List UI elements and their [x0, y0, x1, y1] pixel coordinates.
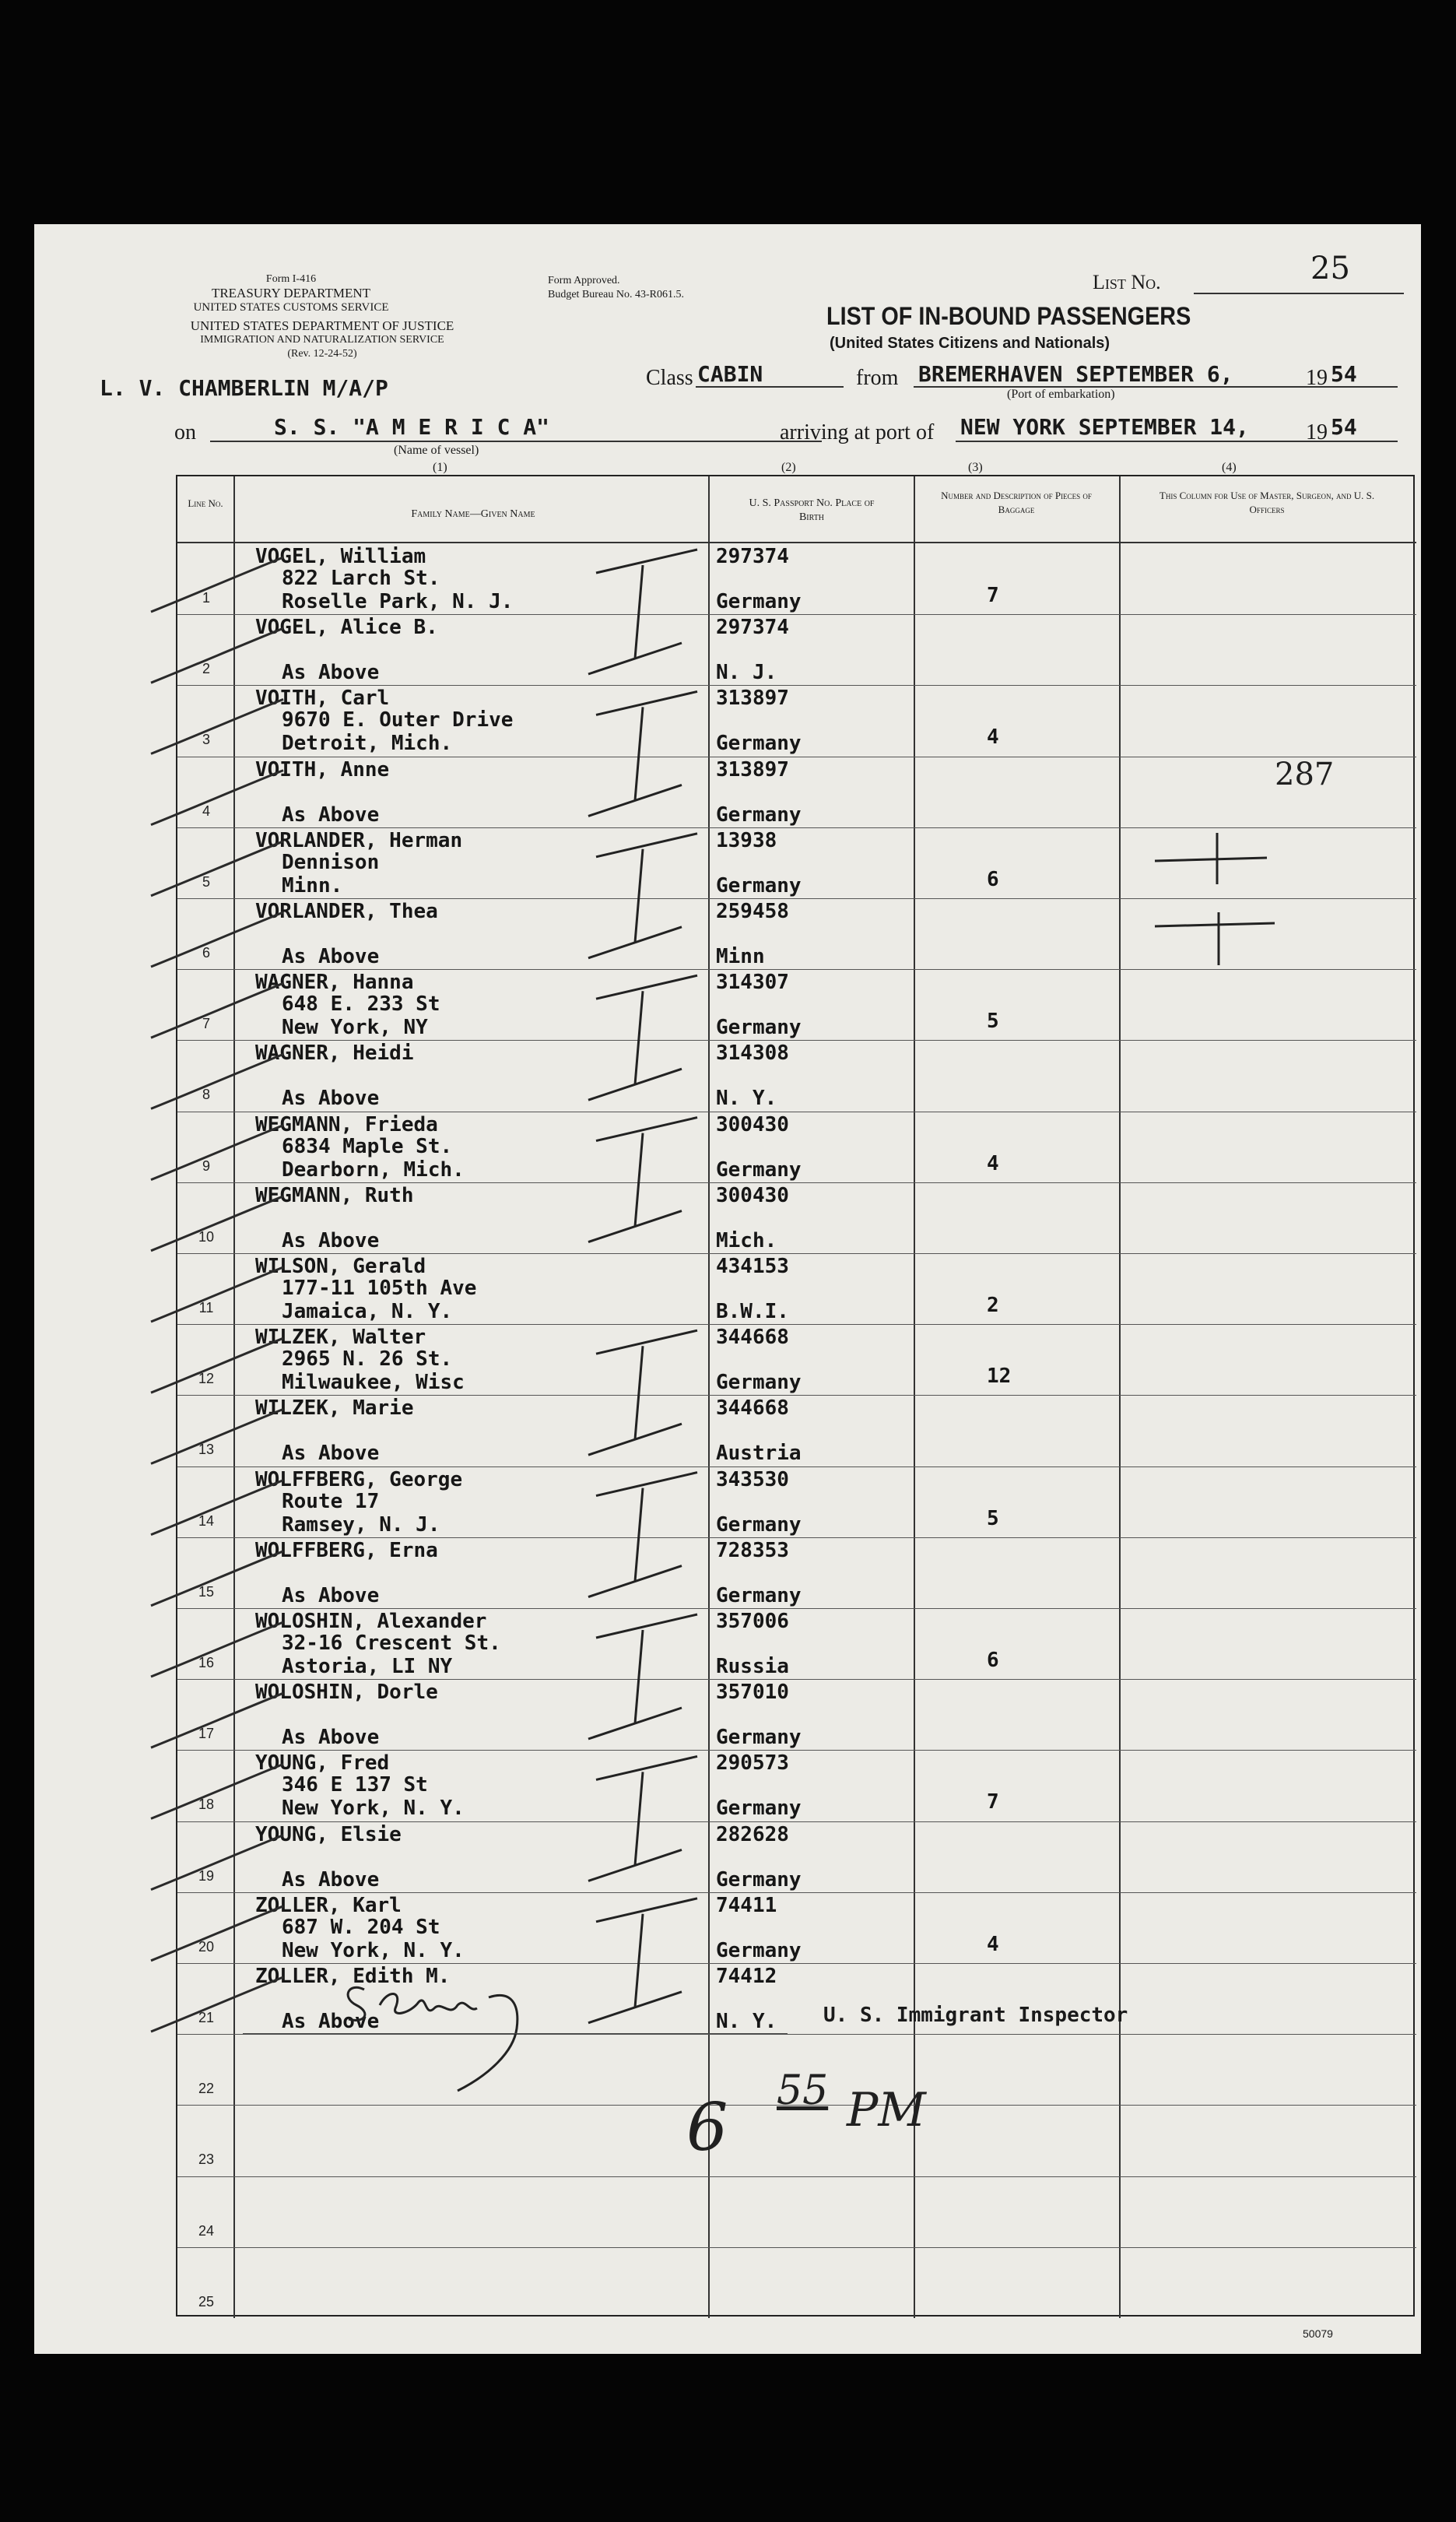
- line-number: 23: [198, 2151, 215, 2168]
- line-number: 9: [202, 1157, 210, 1174]
- place-of-birth: Germany: [716, 1583, 802, 1607]
- approval-mark: [588, 550, 697, 674]
- place-of-birth: Germany: [716, 1512, 802, 1537]
- passenger-address-line2: As Above: [282, 1867, 380, 1891]
- passenger-name: WILZEK, Marie: [255, 1396, 414, 1421]
- passenger-address-line2: As Above: [282, 1087, 380, 1111]
- passport-number: 314308: [716, 1041, 789, 1066]
- arriving-year-prefix: 19: [1306, 420, 1328, 444]
- inspector-label: U. S. Immigrant Inspector: [823, 2004, 1128, 2027]
- baggage-count: 2: [987, 1294, 999, 1317]
- line-number: 10: [198, 1228, 215, 1245]
- passenger-address-line2: As Above: [282, 803, 380, 827]
- passport-number: 282628: [716, 1822, 789, 1846]
- baggage-count: 4: [987, 725, 999, 750]
- line-number: 11: [198, 1300, 214, 1315]
- line-number: 24: [198, 2222, 215, 2239]
- page-subtitle: (United States Citizens and Nationals): [830, 335, 1110, 352]
- tick-mark: [151, 1977, 283, 2032]
- place-of-birth: Russia: [716, 1655, 789, 1678]
- passenger-name: WEGMANN, Ruth: [255, 1183, 414, 1207]
- passenger-name: YOUNG, Fred: [255, 1751, 390, 1776]
- tick-mark: [151, 1196, 283, 1251]
- tick-mark: [151, 699, 283, 753]
- passenger-address-line1: 6834 Maple St.: [282, 1134, 453, 1158]
- line-number: 6: [202, 945, 210, 961]
- passenger-address-line2: Milwaukee, Wisc: [282, 1371, 465, 1395]
- place-of-birth: Germany: [716, 1797, 802, 1821]
- passenger-name: VORLANDER, Herman: [255, 828, 463, 852]
- passenger-name: VOGEL, Alice B.: [255, 616, 438, 640]
- line-number: 22: [198, 2081, 215, 2097]
- tick-mark: [151, 1764, 283, 1818]
- tick-mark: [151, 841, 283, 896]
- header-officers: This Column for Use of Master, Surgeon, and U. S. Officers: [1159, 490, 1375, 515]
- passenger-address-line1: 648 E. 233 St: [282, 992, 440, 1017]
- tick-mark: [151, 1054, 283, 1108]
- line-number: 8: [202, 1087, 210, 1103]
- approval-mark: [588, 1614, 697, 1739]
- header-line-no: Line No.: [188, 497, 223, 509]
- arriving-year: 54: [1331, 414, 1357, 440]
- place-of-birth: Germany: [716, 803, 802, 827]
- line-number: 3: [202, 732, 210, 748]
- passenger-name: WOLOSHIN, Dorle: [255, 1681, 438, 1705]
- tick-mark: [151, 1481, 283, 1535]
- passenger-name: WEGMANN, Frieda: [255, 1112, 438, 1136]
- baggage-count: 5: [987, 1506, 999, 1530]
- approval-mark: [588, 1118, 697, 1242]
- passport-number: 74412: [716, 1965, 777, 1988]
- col-num-1: (1): [433, 461, 447, 474]
- passport-number: 357010: [716, 1681, 789, 1705]
- place-of-birth: Germany: [716, 590, 802, 613]
- col-num-4: (4): [1222, 461, 1237, 474]
- class-value: CABIN: [697, 361, 763, 387]
- header-passport: U. S. Passport No. Place of Birth: [749, 497, 875, 523]
- vessel-caption: (Name of vessel): [394, 444, 479, 457]
- port-of-arrival: NEW YORK SEPTEMBER 14,: [960, 414, 1249, 440]
- approval-mark: [588, 834, 697, 958]
- passenger-address-line2: Minn.: [282, 873, 343, 897]
- col-num-3: (3): [968, 461, 983, 474]
- passenger-name: VOGEL, William: [255, 545, 426, 568]
- approval-mark: [588, 1473, 697, 1597]
- approval-mark: [588, 1756, 697, 1881]
- passenger-address-line2: As Above: [282, 1228, 380, 1252]
- passenger-name: VOITH, Anne: [255, 757, 390, 782]
- manifest-page: [34, 224, 1421, 2354]
- tick-mark: [151, 1409, 283, 1463]
- passenger-name: VORLANDER, Thea: [255, 900, 438, 923]
- time-minutes: 55: [777, 2067, 829, 2114]
- tick-mark: [151, 1338, 283, 1393]
- passenger-address-line2: New York, N. Y.: [282, 1938, 465, 1962]
- passenger-address-line2: As Above: [282, 1583, 380, 1607]
- passport-number: 300430: [716, 1112, 789, 1136]
- line-number: 1: [202, 590, 210, 606]
- time-suffix: PM: [847, 2083, 926, 2137]
- passenger-name: WILSON, Gerald: [255, 1255, 426, 1278]
- tick-mark: [151, 1551, 283, 1606]
- approval-mark: [588, 1899, 697, 2023]
- passport-number: 313897: [716, 687, 789, 711]
- passenger-address-line1: Dennison: [282, 850, 380, 874]
- passport-number: 290573: [716, 1751, 789, 1776]
- from-year: 54: [1331, 361, 1357, 387]
- place-of-birth: Minn: [716, 945, 765, 968]
- passenger-address-line2: Jamaica, N. Y.: [282, 1300, 453, 1323]
- tick-mark: [151, 912, 283, 967]
- passenger-address-line2: Ramsey, N. J.: [282, 1512, 440, 1537]
- passenger-address-line2: New York, NY: [282, 1016, 428, 1040]
- col-num-2: (2): [781, 461, 796, 474]
- class-label: Class: [646, 366, 693, 390]
- time-hour: 6: [686, 2089, 728, 2165]
- justice-dept: UNITED STATES DEPARTMENT OF JUSTICE: [190, 318, 454, 333]
- footer-code: 50079: [1303, 2327, 1333, 2340]
- passenger-address-line1: 687 W. 204 St: [282, 1915, 440, 1939]
- passenger-address-line1: 822 Larch St.: [282, 567, 440, 590]
- line-number: 17: [198, 1726, 215, 1742]
- tick-mark: [151, 557, 283, 612]
- tick-mark: [151, 1622, 283, 1677]
- place-of-birth: N. Y.: [716, 2010, 777, 2033]
- form-number: Form I-416: [265, 273, 317, 285]
- tick-mark: [151, 1835, 283, 1890]
- passenger-address-line2: As Above: [282, 661, 380, 685]
- budget-bureau: Budget Bureau No. 43-R061.5.: [548, 289, 684, 300]
- passport-number: 297374: [716, 545, 789, 568]
- passenger-address-line2: As Above: [282, 2010, 380, 2033]
- tick-mark: [151, 1267, 283, 1322]
- tick-mark: [151, 983, 283, 1038]
- passenger-name: WAGNER, Heidi: [255, 1041, 414, 1066]
- line-number: 2: [202, 661, 210, 677]
- baggage-count: 7: [987, 1790, 999, 1814]
- baggage-count: 7: [987, 584, 999, 607]
- line-number: 13: [198, 1442, 215, 1458]
- baggage-count: 6: [987, 867, 999, 891]
- passenger-address-line1: 346 E 137 St: [282, 1773, 428, 1797]
- place-of-birth: N. J.: [716, 661, 777, 685]
- baggage-count: 4: [987, 1151, 999, 1175]
- passport-number: 343530: [716, 1467, 789, 1491]
- passport-number: 313897: [716, 757, 789, 782]
- baggage-count: 4: [987, 1932, 999, 1956]
- line-number: 25: [198, 2293, 215, 2309]
- passenger-address-line2: New York, N. Y.: [282, 1797, 465, 1821]
- passport-number: 357006: [716, 1610, 789, 1633]
- passenger-address-line2: As Above: [282, 945, 380, 968]
- passenger-address-line2: Astoria, LI NY: [282, 1655, 453, 1678]
- tick-mark: [151, 1693, 283, 1747]
- passport-number: 344668: [716, 1326, 789, 1350]
- baggage-count: 5: [987, 1010, 999, 1034]
- passport-number: 74411: [716, 1893, 777, 1917]
- line-number: 20: [198, 1938, 215, 1955]
- list-number-label: List No.: [1093, 271, 1161, 293]
- passenger-address-line2: Detroit, Mich.: [282, 732, 453, 756]
- list-number: 25: [1310, 251, 1350, 286]
- line-number: 19: [198, 1867, 215, 1884]
- from-label: from: [856, 366, 899, 390]
- ins-service: IMMIGRATION AND NATURALIZATION SERVICE: [200, 334, 444, 346]
- passenger-address-line2: Dearborn, Mich.: [282, 1157, 465, 1182]
- line-number: 18: [198, 1797, 215, 1813]
- passenger-address-line1: Route 17: [282, 1489, 380, 1513]
- master-name: L. V. CHAMBERLIN M/A/P: [100, 375, 388, 401]
- line-number: 4: [202, 803, 210, 819]
- passport-number: 434153: [716, 1255, 789, 1278]
- passport-number: 13938: [716, 828, 777, 852]
- place-of-birth: Germany: [716, 732, 802, 756]
- line-number: 15: [198, 1583, 215, 1600]
- from-year-prefix: 19: [1306, 366, 1328, 390]
- baggage-count: 12: [987, 1365, 1012, 1389]
- header-baggage: Number and Description of Pieces of Baggage: [941, 490, 1092, 515]
- passenger-name: WOLFFBERG, George: [255, 1467, 463, 1491]
- passenger-address-line1: 2965 N. 26 St.: [282, 1347, 453, 1372]
- passenger-address-line1: 32-16 Crescent St.: [282, 1632, 501, 1655]
- port-of-embarkation: BREMERHAVEN SEPTEMBER 6,: [918, 361, 1233, 387]
- tick-mark: [151, 628, 283, 683]
- passport-number: 728353: [716, 1538, 789, 1562]
- on-label: on: [174, 420, 196, 444]
- passenger-name: VOITH, Carl: [255, 687, 390, 711]
- passenger-name: WOLOSHIN, Alexander: [255, 1610, 487, 1633]
- baggage-count: 6: [987, 1649, 999, 1672]
- tick-mark: [151, 1906, 283, 1961]
- passenger-name: WAGNER, Hanna: [255, 971, 414, 995]
- passenger-name: ZOLLER, Edith M.: [255, 1965, 451, 1988]
- line-number: 14: [198, 1512, 215, 1529]
- tick-mark: [151, 1126, 283, 1180]
- approval-mark: [588, 1330, 697, 1455]
- line-number: 16: [198, 1655, 215, 1670]
- arriving-label: arriving at port of: [780, 420, 935, 444]
- vessel-name: S. S. "A M E R I C A": [274, 414, 550, 440]
- place-of-birth: Austria: [716, 1442, 802, 1466]
- passenger-name: YOUNG, Elsie: [255, 1822, 402, 1846]
- treasury-dept: TREASURY DEPARTMENT: [211, 286, 371, 300]
- form-revision: (Rev. 12-24-52): [287, 348, 357, 360]
- place-of-birth: Germany: [716, 1016, 802, 1040]
- page-title: LIST OF IN-BOUND PASSENGERS: [826, 302, 1191, 330]
- place-of-birth: B.W.I.: [716, 1300, 789, 1323]
- passport-number: 300430: [716, 1183, 789, 1207]
- form-approved: Form Approved.: [548, 275, 620, 286]
- place-of-birth: Germany: [716, 1938, 802, 1962]
- place-of-birth: N. Y.: [716, 1087, 777, 1111]
- passenger-address-line1: 9670 E. Outer Drive: [282, 708, 514, 732]
- place-of-birth: Germany: [716, 1157, 802, 1182]
- header-name: Family Name—Given Name: [411, 508, 535, 520]
- place-of-birth: Germany: [716, 873, 802, 897]
- approval-mark: [588, 691, 697, 816]
- passenger-name: WOLFFBERG, Erna: [255, 1538, 438, 1562]
- checkmark-annotations: [34, 224, 1421, 2354]
- place-of-birth: Mich.: [716, 1228, 777, 1252]
- passenger-address-line2: Roselle Park, N. J.: [282, 590, 514, 613]
- line-number: 21: [198, 2010, 215, 2025]
- place-of-birth: Germany: [716, 1726, 802, 1750]
- customs-service: UNITED STATES CUSTOMS SERVICE: [193, 301, 389, 314]
- line-number: 5: [202, 873, 210, 890]
- tick-mark: [151, 771, 283, 825]
- passport-number: 297374: [716, 616, 789, 640]
- passport-number: 344668: [716, 1396, 789, 1421]
- approval-mark: [588, 975, 697, 1100]
- embarkation-caption: (Port of embarkation): [1007, 388, 1115, 401]
- passenger-address-line2: As Above: [282, 1726, 380, 1750]
- passenger-name: WILZEK, Walter: [255, 1326, 426, 1350]
- passport-number: 259458: [716, 900, 789, 923]
- place-of-birth: Germany: [716, 1371, 802, 1395]
- line-number: 7: [202, 1016, 210, 1032]
- line-number: 12: [198, 1371, 215, 1387]
- place-of-birth: Germany: [716, 1867, 802, 1891]
- passenger-name: ZOLLER, Karl: [255, 1893, 402, 1917]
- passenger-address-line2: As Above: [282, 1442, 380, 1466]
- passport-number: 314307: [716, 971, 789, 995]
- officer-note: 287: [1275, 757, 1335, 792]
- passenger-address-line1: 177-11 105th Ave: [282, 1277, 477, 1300]
